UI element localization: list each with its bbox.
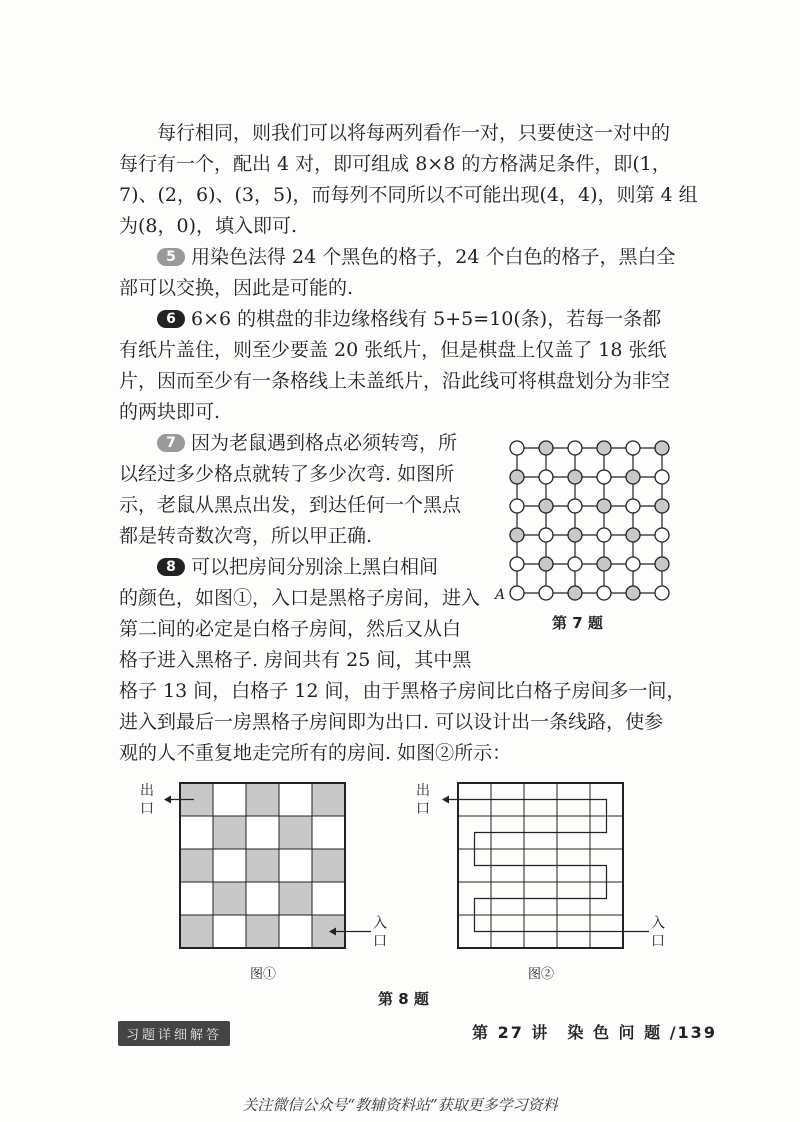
board-cell [246,882,279,915]
lattice-point [597,499,611,513]
entry-label: 口 [373,933,387,950]
board-cell [279,849,312,882]
board-cell [180,849,213,882]
answer-line: 示，老鼠从黑点出发，到达任何一个黑点 [119,494,462,516]
entry-label: 入 [373,915,387,932]
answer-line: 的两块即可. [119,401,221,423]
lattice-point [510,470,524,484]
lattice-point [539,528,553,542]
lattice-point [539,470,553,484]
answer-line: 都是转奇数次弯，所以甲正确. [119,525,373,547]
answer-number-badge: 7 [157,434,185,452]
lattice-point [568,557,582,571]
chapter-title: 第 27 讲 染 色 问 题 /139 [472,1023,717,1042]
answer-line: 用染色法得 24 个黑色的格子，24 个白色的格子，黑白全 [191,246,676,268]
lattice-point [510,499,524,513]
answer-line: 格子进入黑格子. 房间共有 25 间，其中黑 [119,649,472,671]
board-cell [246,849,279,882]
figure-8-path-grid [408,780,668,955]
board-cell [246,915,279,948]
entry-label: 口 [651,933,665,950]
lattice-point [539,499,553,513]
answer-line: 6×6 的棋盘的非边缘格线有 5+5=10(条)，若每一条都 [191,308,662,330]
board-cell [312,816,345,849]
lattice-point [597,470,611,484]
lattice-point [510,441,524,455]
lattice-point [568,499,582,513]
board-cell [279,915,312,948]
board-cell [213,816,246,849]
lattice-point [597,557,611,571]
board-cell [180,915,213,948]
answer-number-badge: 8 [157,558,185,576]
board-cell [213,915,246,948]
lattice-point [655,586,669,600]
lattice-point [539,557,553,571]
page-number: 139 [677,1023,717,1042]
exit-arrow-head [442,796,449,804]
answer-line: 可以把房间分别涂上黑白相间 [191,556,439,578]
lattice-point [626,499,640,513]
figure-8-caption: 第 8 题 [378,990,429,1008]
figure-8-checkerboard [140,780,390,955]
lattice-point [597,441,611,455]
answer-line: 部可以交换，因此是可能的. [119,277,354,299]
exit-label: 出 [140,783,154,799]
board-cell [312,849,345,882]
board-cell [213,882,246,915]
figure-7-lattice [495,435,680,605]
lattice-point [655,528,669,542]
lattice-point [626,586,640,600]
lattice-point [510,586,524,600]
answer-line: 进入到最后一房黑格子房间即为出口. 可以设计出一条线路，使参 [119,711,664,733]
answer-line: 的颜色，如图①，入口是黑格子房间，进入 [119,587,481,609]
point-label: A [495,587,506,603]
lattice-point [597,528,611,542]
board-cell [213,849,246,882]
board-cell [246,816,279,849]
board-cell [213,783,246,816]
lattice-point [626,470,640,484]
answer-number-badge: 5 [157,248,185,266]
board-cell [180,816,213,849]
lattice-point [510,528,524,542]
lattice-point [655,470,669,484]
section-label: 习题详细解答 [118,1021,230,1046]
answer-line: 片，因而至少有一条格线上未盖纸片，沿此线可将棋盘划分为非空 [119,370,671,392]
figure-7-caption: 第 7 题 [552,614,603,632]
visit-path [444,800,649,932]
exit-arrow-head [164,796,171,804]
intro-line: 每行相同，则我们可以将每两列看作一对，只要使这一对中的 [157,122,671,144]
lattice-point [539,441,553,455]
board-cell [279,882,312,915]
lattice-point [568,586,582,600]
board-cell [246,783,279,816]
intro-line: 7)、(2，6)、(3，5)，而每列不同所以不可能出现(4，4)，则第 4 组 [119,184,698,206]
answer-line: 因为老鼠遇到格点必须转弯，所 [191,432,458,454]
answer-number-badge: 6 [157,310,185,328]
board-cell [180,882,213,915]
lattice-point [597,586,611,600]
lattice-point [655,499,669,513]
exit-label: 口 [416,801,430,817]
intro-line: 每行有一个，配出 4 对，即可组成 8×8 的方格满足条件，即(1， [119,153,671,175]
lattice-point [655,441,669,455]
lattice-point [626,557,640,571]
lattice-point [655,557,669,571]
figure-8-left-caption: 图① [250,967,277,982]
exit-label: 口 [140,801,154,817]
answer-line: 观的人不重复地走完所有的房间. 如图②所示： [119,742,512,764]
figure-8-right-caption: 图② [528,967,555,982]
lattice-point [539,586,553,600]
lattice-point [568,528,582,542]
lattice-point [626,441,640,455]
board-cell [279,816,312,849]
lattice-point [626,528,640,542]
entry-label: 入 [651,915,665,932]
lattice-point [568,470,582,484]
exit-label: 出 [416,783,430,799]
answer-line: 有纸片盖住，则至少要盖 20 张纸片，但是棋盘上仅盖了 18 张纸 [119,339,667,361]
board-cell [312,783,345,816]
chapter-title-text: 第 27 讲 染 色 问 题 [472,1023,663,1042]
answer-line: 以经过多少格点就转了多少次弯. 如图所 [119,463,455,485]
lattice-point [510,557,524,571]
answer-line: 第二间的必定是白格子房间，然后又从白 [119,618,462,640]
lattice-point [568,441,582,455]
watermark-text: 关注微信公众号“教辅资料站”获取更多学习资料 [242,1096,558,1114]
board-cell [279,783,312,816]
intro-line: 为(8，0)，填入即可. [119,215,298,237]
answer-line: 格子 13 间，白格子 12 间，由于黑格子房间比白格子房间多一间， [119,680,686,702]
board-cell [312,882,345,915]
